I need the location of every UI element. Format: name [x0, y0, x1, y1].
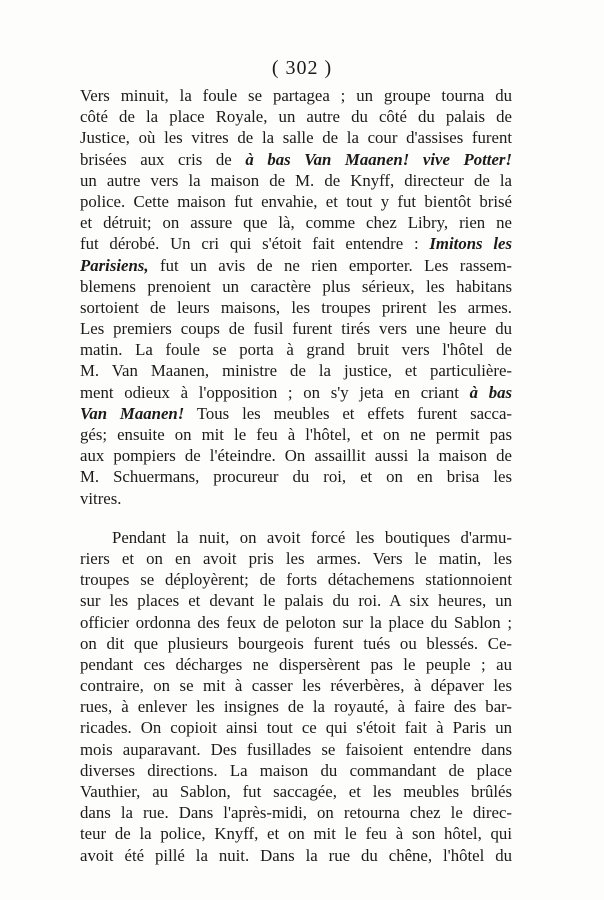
text-segment: ment odieux à l'opposition ; on s'y jeta en criant [80, 382, 470, 402]
text-line [80, 466, 512, 487]
paragraph [80, 85, 512, 509]
text-segment: matin. La foule se porta à grand bruit vers l'hôtel de [80, 340, 512, 360]
text-line [80, 633, 512, 654]
body-text [80, 85, 512, 866]
text-line [80, 527, 512, 548]
text-segment: M. Van Maanen, ministre de la justice, et particulière- [80, 361, 512, 381]
text-segment: blemens prenoient un caractère plus sérieux, les habitans [80, 276, 512, 296]
text-line [80, 717, 512, 738]
text-segment: Justice, où les vitres de la salle de la cour d'assises furent [80, 128, 512, 148]
text-segment: fut un avis de ne rien emporter. Les rassem- [148, 255, 512, 275]
text-segment: teur de la police, Knyff, et on mit le feu à son hôtel, qui [80, 824, 512, 844]
text-line [80, 739, 512, 760]
text-line [80, 403, 512, 424]
text-segment: Vauthier, au Sablon, fut saccagée, et les meubles brûlés [80, 782, 512, 801]
text-segment: sortoient de leurs maisons, les troupes prirent les armes. [80, 297, 512, 317]
text-segment: avoit été pillé la nuit. Dans la rue du chêne, l'hôtel du [80, 845, 512, 865]
text-line [80, 548, 512, 569]
text-line [80, 382, 512, 403]
text-line [80, 802, 512, 823]
text-line [80, 823, 512, 844]
emphasized-text: à bas [469, 382, 513, 402]
text-line [80, 318, 512, 339]
emphasized-text: à bas Van Maanen! vive Potter! [245, 149, 512, 169]
text-segment: Les premiers coups de fusil furent tirés vers une heure du [80, 319, 512, 339]
text-segment: et détruit; on assure que là, comme chez Libry, rien ne [80, 213, 512, 233]
text-segment: dans la rue. Dans l'après-midi, on retourna chez le direc- [80, 803, 512, 823]
text-line [80, 760, 512, 781]
text-line [80, 781, 512, 802]
emphasized-text: Imitons les [429, 234, 512, 254]
text-line [80, 339, 512, 360]
text-segment: vitres. [80, 488, 122, 508]
text-segment: un autre vers la maison de M. de Knyff, directeur de la [80, 170, 512, 190]
text-segment: officier ordonna des feux de peloton sur la place du Sablon ; [80, 612, 512, 632]
page-number: ( 302 ) [271, 57, 333, 79]
text-line [80, 488, 512, 509]
text-segment: Tous les meubles et effets furent sacca- [184, 403, 512, 423]
text-line [80, 212, 512, 233]
emphasized-text: Parisiens, [80, 255, 149, 275]
text-segment: Vers minuit, la foule se partagea ; un groupe tourna du [80, 86, 512, 105]
text-line [80, 696, 512, 717]
text-line [80, 255, 512, 276]
text-line [80, 845, 512, 866]
text-line [80, 149, 512, 170]
text-segment: côté de la place Royale, un autre du côté du palais de [80, 107, 512, 127]
text-segment: contraire, on se mit à casser les réverbères, à dépaver les [80, 676, 512, 696]
text-segment: diverses directions. La maison du commandant de place [80, 760, 512, 780]
text-line [80, 360, 512, 381]
text-segment: troupes se déployèrent; de forts détachemens stationnoient [80, 570, 512, 590]
text-segment: brisées aux cris de [80, 149, 246, 169]
text-line [80, 106, 512, 127]
text-segment: police. Cette maison fut envahie, et tout y fut bientôt brisé [80, 191, 512, 211]
text-segment: riers et on en avoit pris les armes. Vers le matin, les [80, 548, 512, 568]
text-line [80, 654, 512, 675]
text-segment: pendant ces décharges ne dispersèrent pas le peuple ; au [80, 654, 512, 674]
text-line [80, 297, 512, 318]
text-line [80, 612, 512, 633]
paragraph [80, 527, 512, 866]
text-line [80, 445, 512, 466]
emphasized-text: Van Maanen! [80, 403, 185, 423]
text-segment: sur les places et devant le palais du roi. A six heures, un [80, 591, 512, 611]
text-line [80, 424, 512, 445]
text-segment: gés; ensuite on mit le feu à l'hôtel, et on ne permit pas [80, 425, 512, 444]
text-segment: ricades. On copioit ainsi tout ce qui s'étoit fait à Paris un [80, 718, 512, 738]
text-segment: rues, à enlever les insignes de la royauté, à faire des bar- [80, 697, 512, 717]
text-segment: fut dérobé. Un cri qui s'étoit fait entendre : [80, 234, 430, 254]
text-segment: on dit que plusieurs bourgeois furent tués ou blessés. Ce- [80, 633, 512, 653]
text-segment: Pendant la nuit, on avoit forcé les boutiques d'armu- [112, 527, 512, 547]
text-line [80, 191, 512, 212]
text-line [80, 590, 512, 611]
text-line [80, 569, 512, 590]
text-line [80, 127, 512, 148]
text-segment: mois auparavant. Des fusillades se faisoient entendre dans [80, 739, 512, 759]
text-line [80, 85, 512, 106]
text-line [80, 170, 512, 191]
text-line [80, 276, 512, 297]
text-segment: M. Schuermans, procureur du roi, et on en brisa les [80, 467, 512, 487]
text-line [80, 233, 512, 254]
paragraph-gap [80, 509, 512, 527]
text-segment: aux pompiers de l'éteindre. On assaillit aussi la maison de [80, 446, 512, 466]
text-line [80, 675, 512, 696]
